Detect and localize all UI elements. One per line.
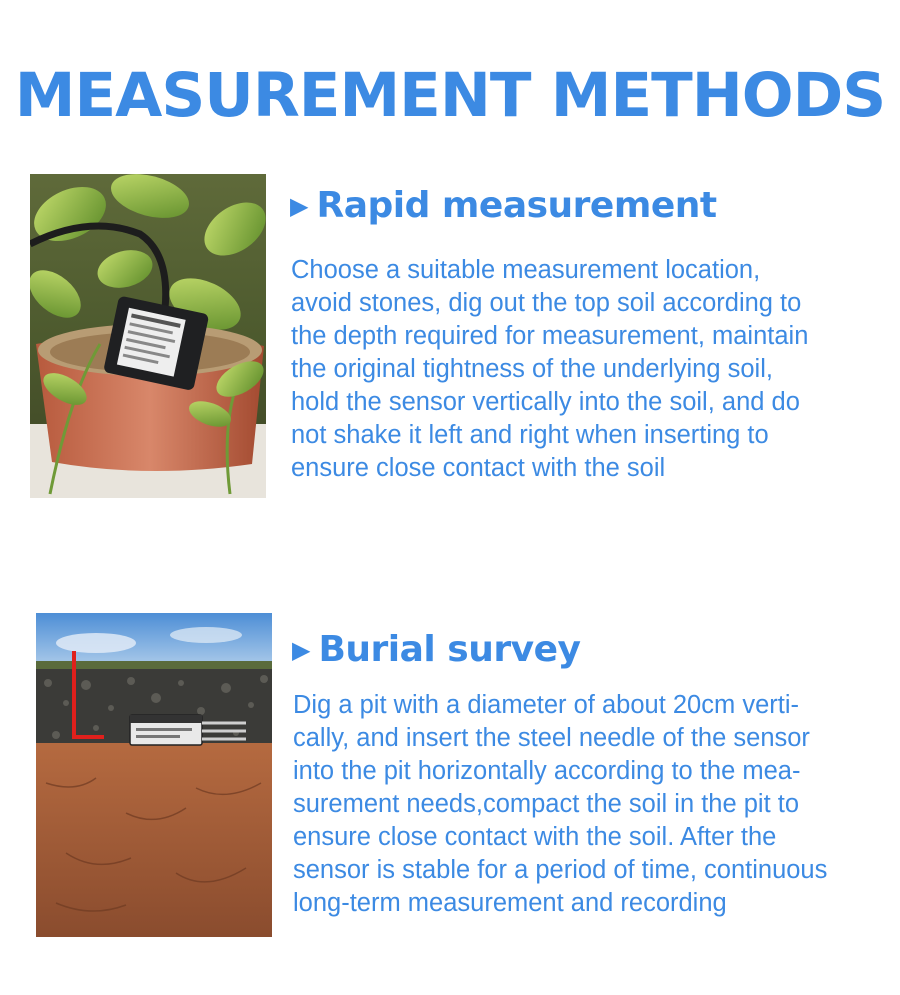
soil-pit-buried-sensor-photo	[36, 613, 272, 937]
potted-plant-soil-sensor-photo	[30, 174, 266, 498]
body-line: avoid stones, dig out the top soil according to	[291, 289, 802, 317]
body-line: ensure close contact with the soil	[291, 454, 666, 482]
body-line: the depth required for measurement, maintain	[291, 322, 809, 350]
section-heading-text: Burial survey	[318, 628, 581, 670]
triangle-right-icon: ▶	[292, 636, 311, 664]
body-line: the original tightness of the underlying soil,	[291, 355, 773, 383]
body-line: Dig a pit with a diameter of about 20cm verti-	[293, 691, 799, 719]
section-heading-rapid-measurement	[290, 182, 717, 228]
body-line: into the pit horizontally according to the mea-	[293, 757, 801, 785]
body-line: surement needs,compact the soil in the pit to	[293, 790, 800, 818]
body-line: Choose a suitable measurement location,	[291, 256, 761, 284]
body-line: hold the sensor vertically into the soil, and do	[291, 388, 800, 416]
section-body-burial-survey	[293, 689, 883, 920]
triangle-right-icon: ▶	[290, 192, 309, 220]
body-line: not shake it left and right when inserting to	[291, 421, 769, 449]
body-line: ensure close contact with the soil. After the	[293, 823, 777, 851]
section-heading-text: Rapid measurement	[316, 184, 717, 226]
body-line: long-term measurement and recording	[293, 889, 727, 917]
section-heading-burial-survey	[292, 626, 580, 672]
body-line: sensor is stable for a period of time, continuous	[293, 856, 828, 884]
page-title: MEASUREMENT METHODS	[14, 60, 886, 131]
body-line: cally, and insert the steel needle of the sensor	[293, 724, 810, 752]
section-body-rapid-measurement	[291, 254, 881, 485]
